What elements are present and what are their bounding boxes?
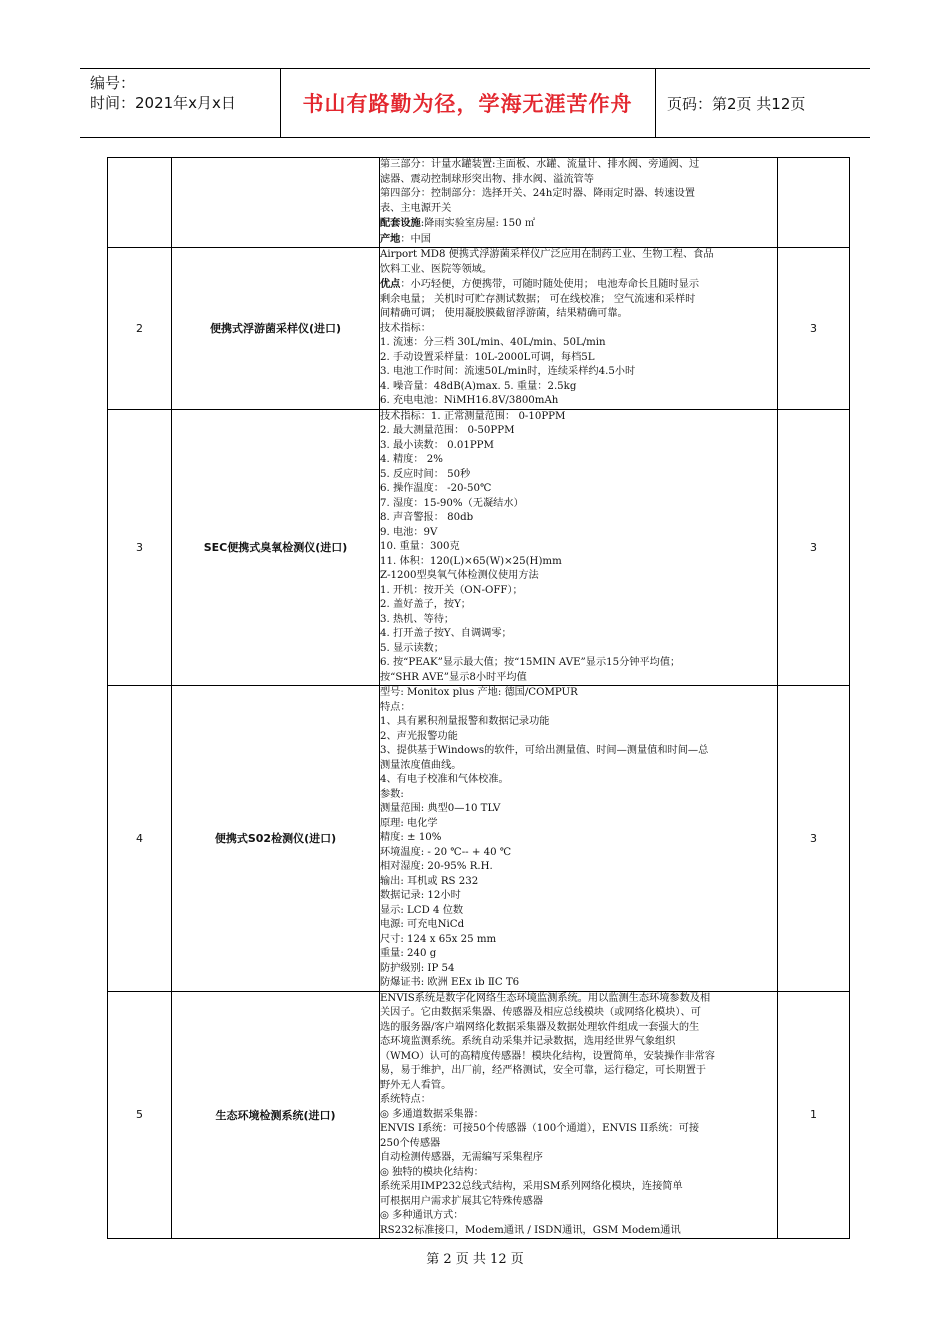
spec-line: 关因子。它由数据采集器、传感器及相应总线模块（或网络化模块）、可 — [380, 1007, 701, 1018]
spec-line: 2. 手动设置采样量：10L-2000L可调，每档5L — [380, 351, 595, 363]
item-quantity: 3 — [778, 409, 850, 686]
spec-line — [380, 277, 777, 293]
spec-line-heading: 配套设施 — [380, 217, 421, 229]
spec-line: 6. 充电电池：NiMH16.8V/3800mAh — [380, 395, 559, 406]
spec-line: 剩余电量； 关机时可贮存测试数据； 可在线校准； 空气流速和采样时 — [380, 293, 696, 305]
spec-line: 4、有电子校准和气体校准。 — [380, 774, 509, 785]
spec-line: 易，易于维护，出厂前，经严格测试，安全可靠，运行稳定，可长期置于 — [380, 1065, 706, 1076]
spec-line-text: :降雨实验室房屋: 150 ㎡ — [420, 218, 536, 229]
spec-line: ENVIS I系统：可接50个传感器（100个通道），ENVIS II系统：可接 — [380, 1123, 700, 1134]
spec-line: 相对湿度: 20-95% R.H. — [380, 861, 493, 872]
spec-line: 系统特点： — [380, 1094, 431, 1105]
item-number: 2 — [108, 248, 172, 410]
table-row — [108, 248, 850, 410]
spec-line: ◎ 独特的模块化结构： — [380, 1166, 484, 1178]
header-motto: 书山有路勤为径，学海无涯苦作舟 — [280, 69, 656, 137]
spec-line: 4. 噪音量：48dB(A)max. 5. 重量：2.5kg — [380, 380, 577, 392]
item-specification — [380, 686, 778, 992]
spec-line: Z-1200型臭氧气体检测仪使用方法 — [380, 570, 539, 581]
spec-line: ◎ 多种通讯方式： — [380, 1210, 464, 1221]
equipment-table — [107, 157, 850, 1239]
header-info — [80, 69, 281, 137]
item-quantity: 1 — [778, 991, 850, 1239]
item-number: 5 — [108, 991, 172, 1239]
page-footer: 第 2 页 共 12 页 — [426, 1252, 524, 1267]
spec-line: ◎ 多通道数据采集器： — [380, 1108, 484, 1120]
spec-line: 数据记录: 12小时 — [380, 890, 461, 901]
spec-line: 3. 最小读数： 0.01PPM — [380, 439, 494, 451]
spec-line: 3、提供基于Windows的软件，可给出测量值、时间—测量值和时间—总 — [380, 745, 709, 756]
spec-line-heading: 优点 — [380, 278, 401, 290]
spec-line: 2、声光报警功能 — [380, 730, 458, 742]
spec-line: 4. 精度： 2% — [380, 454, 443, 465]
item-number: 4 — [108, 686, 172, 992]
spec-line: 精度: ± 10% — [380, 832, 442, 843]
spec-line: 态环境监测系统。系统自动采集并记录数据，选用经世界气象组织 — [380, 1036, 676, 1047]
item-quantity — [778, 158, 850, 248]
spec-line: 可根据用户需求扩展其它特殊传感器 — [380, 1195, 543, 1207]
spec-line: 4. 打开盖子按Y、自调调零； — [380, 628, 512, 639]
spec-line: 1、具有累积剂量报警和数据记录功能 — [380, 716, 550, 727]
spec-line: 1. 流速：分三档 30L/min、40L/min、50L/min — [380, 337, 606, 348]
spec-line: 6. 操作温度： -20-50℃ — [380, 483, 492, 494]
spec-line: 自动检测传感器，无需编写采集程序 — [380, 1152, 543, 1163]
item-number: 3 — [108, 409, 172, 686]
spec-line: 型号: Monitox plus 产地: 德国/COMPUR — [380, 687, 578, 698]
item-name — [172, 158, 380, 248]
spec-line: 第四部分：控制部分：选择开关、24h定时器、降雨定时器、转速设置 — [380, 188, 695, 199]
table-row — [108, 686, 850, 992]
spec-line: 测量范围: 典型0—10 TLV — [380, 803, 501, 814]
spec-line: 9. 电池：9V — [380, 526, 438, 538]
spec-line: 3. 热机、等待； — [380, 613, 455, 625]
spec-line: 选的服务器/客户端网络化数据采集器及数据处理软件组成一套强大的生 — [380, 1021, 700, 1033]
spec-line: 表、主电源开关 — [380, 202, 452, 214]
spec-line: 野外无人看管。 — [380, 1079, 452, 1091]
spec-line: Airport MD8 便携式浮游菌采样仪广泛应用在制药工业、生物工程、食品 — [380, 249, 714, 260]
table-row — [108, 991, 850, 1239]
spec-line: 2. 最大测量范围： 0-50PPM — [380, 425, 515, 436]
item-name: 生态环境检测系统(进口) — [172, 991, 380, 1239]
spec-line: 5. 反应时间： 50秒 — [380, 468, 471, 480]
item-specification — [380, 409, 778, 686]
spec-line: 环境温度: - 20 ℃-- + 40 ℃ — [380, 846, 512, 858]
spec-line: 技术指标：1. 正常测量范围： 0-10PPM — [380, 410, 566, 422]
spec-line: （WMO）认可的高精度传感器！模块化结构，设置简单，安装操作非常容 — [380, 1050, 715, 1062]
spec-line: 重量: 240 g — [380, 948, 437, 959]
spec-line: 输出: 耳机或 RS 232 — [380, 875, 479, 887]
spec-line: 饮料工业、医院等领域。 — [380, 263, 493, 275]
item-specification — [380, 248, 778, 410]
header-page-number: 页码：第2页 共12页 — [667, 94, 806, 113]
spec-line: 滤器、震动控制球形突出物、排水阀、溢流管等 — [380, 173, 594, 185]
spec-line: 测量浓度值曲线。 — [380, 759, 462, 771]
spec-line-heading: 产地 — [380, 232, 401, 245]
spec-line: 第三部分：计量水罐装置:主面板、水罐、流量计、排水阀、旁通阀、过 — [380, 159, 700, 170]
item-specification — [380, 158, 778, 248]
spec-line — [380, 216, 777, 232]
spec-line: 2. 盖好盖子，按Y； — [380, 599, 471, 610]
item-number — [108, 158, 172, 248]
spec-line: 6. 按“PEAK”显示最大值；按“15MIN AVE”显示15分钟平均值； — [380, 657, 681, 668]
document-date: 时间：2021年x月x日 — [90, 94, 236, 112]
table-row — [108, 158, 850, 248]
spec-line: 250个传感器 — [380, 1137, 441, 1149]
page-header — [80, 68, 870, 138]
spec-line: 1. 开机：按开关（ON-OFF）； — [380, 584, 523, 596]
spec-line: 显示: LCD 4 位数 — [380, 904, 464, 916]
spec-line: 防护级别: IP 54 — [380, 962, 455, 974]
spec-line — [380, 232, 777, 248]
item-quantity: 3 — [778, 248, 850, 410]
item-name: 便携式浮游菌采样仪(进口) — [172, 248, 380, 410]
spec-line: 3. 电池工作时间：流速50L/min时，连续采样约4.5小时 — [380, 366, 636, 377]
item-name: SEC便携式臭氧检测仪(进口) — [172, 409, 380, 686]
spec-line: 系统采用IMP232总线式结构，采用SM系列网络化模块，连接简单 — [380, 1181, 683, 1192]
spec-line: 电源: 可充电NiCd — [380, 919, 465, 930]
table-row — [108, 409, 850, 686]
equipment-table-body — [108, 158, 850, 1239]
item-name: 便携式S02检测仪(进口) — [172, 686, 380, 992]
spec-line: 原理: 电化学 — [380, 817, 438, 829]
spec-line: 尺寸: 124 x 65x 25 mm — [380, 933, 497, 945]
spec-line: 参数: — [380, 788, 404, 800]
spec-line: 5. 显示读数； — [380, 642, 444, 654]
spec-line: 8. 声音警报： 80db — [380, 512, 474, 523]
spec-line: 11. 体积：120(L)×65(W)×25(H)mm — [380, 555, 562, 567]
spec-line: 按“SHR AVE”显示8小时平均值 — [380, 671, 527, 683]
spec-line: 防爆证书: 欧洲 EEx ib ⅡC T6 — [380, 977, 520, 988]
spec-line-text: ：小巧轻便，方便携带，可随时随处使用； 电池寿命长且随时显示 — [400, 279, 700, 290]
spec-line: 7. 湿度：15-90%（无凝结水） — [380, 497, 524, 509]
spec-line: 10. 重量：300克 — [380, 541, 460, 552]
spec-line: 技术指标： — [380, 322, 431, 334]
spec-line: ENVIS系统是数字化网络生态环境监测系统。用以监测生态环境参数及相 — [380, 992, 711, 1004]
spec-line: 特点： — [380, 701, 411, 713]
item-quantity: 3 — [778, 686, 850, 992]
document-number-label: 编号： — [90, 74, 136, 92]
spec-line-text: ：中国 — [400, 233, 431, 245]
spec-line: RS232标准接口，Modem通讯 / ISDN通讯，GSM Modem通讯 — [380, 1224, 681, 1236]
item-specification — [380, 991, 778, 1239]
spec-line: 间精确可调； 使用凝胶膜截留浮游菌，结果精确可靠。 — [380, 308, 628, 319]
